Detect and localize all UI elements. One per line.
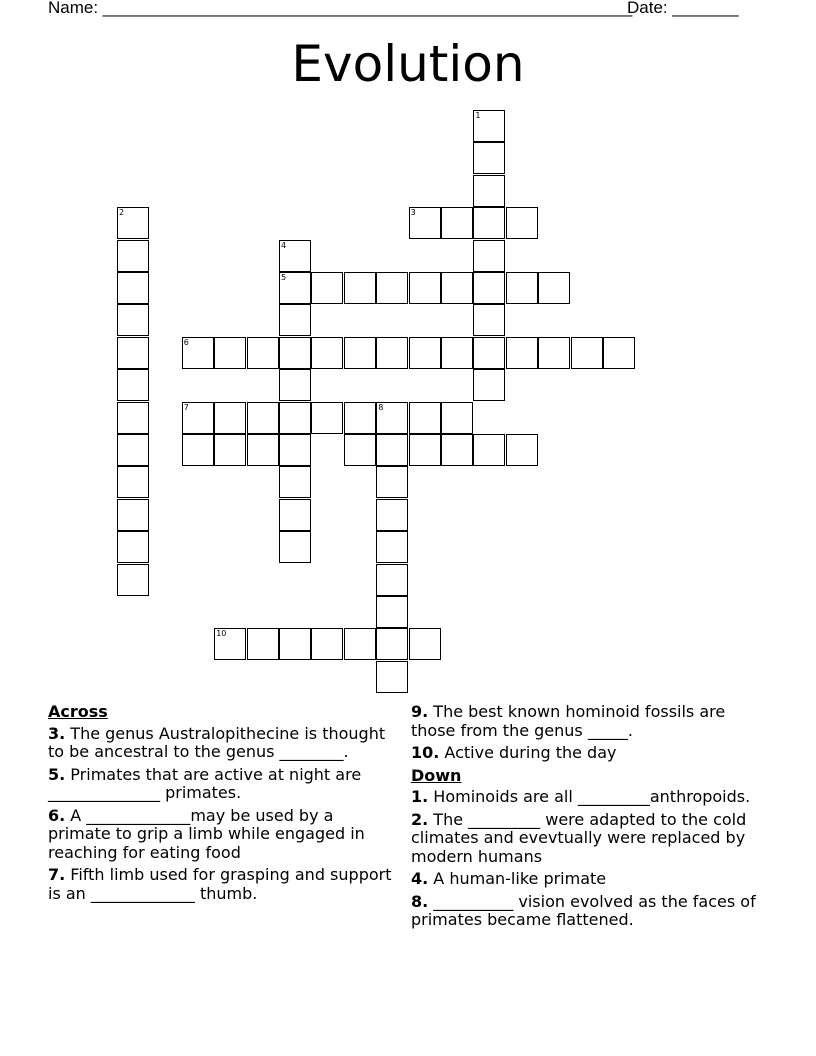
- grid-cell[interactable]: [247, 628, 279, 660]
- grid-cell[interactable]: [344, 628, 376, 660]
- grid-cell[interactable]: [182, 337, 214, 369]
- grid-cell[interactable]: [473, 272, 505, 304]
- grid-cell[interactable]: [473, 240, 505, 272]
- grid-cell[interactable]: [247, 434, 279, 466]
- grid-cell[interactable]: [344, 337, 376, 369]
- grid-cell[interactable]: [117, 304, 149, 336]
- clue-number: 1: [475, 111, 481, 120]
- clue-number: 7: [183, 402, 189, 412]
- grid-cell[interactable]: [441, 337, 473, 369]
- grid-cell[interactable]: [117, 531, 149, 563]
- clue-number: 5: [281, 273, 287, 282]
- clues-right-column: [411, 703, 761, 934]
- grid-cell[interactable]: [376, 628, 408, 660]
- grid-cell[interactable]: [409, 434, 441, 466]
- grid-cell[interactable]: [311, 337, 343, 369]
- clue-across-7: 7. Fifth limb used for grasping and support is an _____________ thumb.: [48, 865, 392, 903]
- grid-cell[interactable]: [182, 402, 214, 434]
- grid-cell[interactable]: [279, 304, 311, 336]
- grid-cell[interactable]: [376, 466, 408, 498]
- grid-cell[interactable]: [279, 402, 311, 434]
- name-field-label: Name: ________________________________________________________: [48, 0, 633, 17]
- clue-number: 2: [119, 208, 125, 218]
- grid-cell[interactable]: [344, 402, 376, 434]
- grid-cell[interactable]: [344, 272, 376, 304]
- grid-cell[interactable]: [117, 434, 149, 466]
- grid-cell[interactable]: [279, 499, 311, 531]
- grid-cell[interactable]: [279, 240, 311, 272]
- grid-cell[interactable]: [441, 207, 473, 239]
- clue-across-9: 9. The best known hominoid fossils are those from the genus _____.: [411, 702, 726, 740]
- clue-number: 10: [216, 629, 227, 639]
- grid-cell[interactable]: [182, 434, 214, 466]
- grid-cell[interactable]: [376, 564, 408, 596]
- clue-number: 8: [378, 402, 384, 412]
- grid-cell[interactable]: [603, 337, 635, 369]
- grid-cell[interactable]: [376, 402, 408, 434]
- grid-cell[interactable]: [279, 434, 311, 466]
- grid-cell[interactable]: [279, 628, 311, 660]
- grid-cell[interactable]: [473, 175, 505, 207]
- grid-cell[interactable]: [473, 337, 505, 369]
- grid-cell[interactable]: [506, 434, 538, 466]
- grid-cell[interactable]: [571, 337, 603, 369]
- grid-cell[interactable]: [117, 369, 149, 401]
- grid-cell[interactable]: [214, 628, 246, 660]
- grid-cell[interactable]: [279, 272, 311, 304]
- grid-cell[interactable]: [117, 337, 149, 369]
- grid-cell[interactable]: [311, 628, 343, 660]
- grid-cell[interactable]: [279, 466, 311, 498]
- grid-cell[interactable]: [506, 207, 538, 239]
- clue-across-5: 5. Primates that are active at night are ______________ primates.: [48, 764, 362, 802]
- grid-cell[interactable]: [311, 272, 343, 304]
- grid-cell[interactable]: [473, 369, 505, 401]
- grid-cell[interactable]: [117, 272, 149, 304]
- clues-left-column: [48, 703, 398, 907]
- clue-number: 4: [281, 240, 287, 250]
- grid-cell[interactable]: [117, 207, 149, 239]
- grid-cell[interactable]: [409, 628, 441, 660]
- grid-cell[interactable]: [376, 499, 408, 531]
- grid-cell[interactable]: [376, 434, 408, 466]
- grid-cell[interactable]: [376, 337, 408, 369]
- grid-cell[interactable]: [247, 402, 279, 434]
- grid-cell[interactable]: [473, 142, 505, 174]
- grid-cell[interactable]: [376, 596, 408, 628]
- grid-cell[interactable]: [117, 466, 149, 498]
- clue-down-1: 1. Hominoids are all _________anthropoids.: [411, 787, 751, 806]
- grid-cell[interactable]: [409, 207, 441, 239]
- clue-across-6: 6. A _____________may be used by a primate to grip a limb while engaged in reaching for eating food: [48, 805, 365, 862]
- grid-cell[interactable]: [441, 272, 473, 304]
- grid-cell[interactable]: [311, 402, 343, 434]
- across-heading: Across: [48, 702, 108, 721]
- grid-cell[interactable]: [247, 337, 279, 369]
- grid-cell[interactable]: [376, 531, 408, 563]
- grid-cell[interactable]: [279, 369, 311, 401]
- clue-number: 6: [183, 337, 189, 347]
- date-field-label: Date: _______: [627, 0, 739, 17]
- clue-down-2: 2. The _________ were adapted to the cold climates and evevtually were replaced by modern humans: [411, 809, 747, 866]
- grid-cell[interactable]: [214, 337, 246, 369]
- grid-cell[interactable]: [473, 207, 505, 239]
- grid-cell[interactable]: [344, 434, 376, 466]
- grid-cell[interactable]: [409, 402, 441, 434]
- grid-cell[interactable]: [506, 337, 538, 369]
- grid-cell[interactable]: [214, 402, 246, 434]
- down-heading: Down: [411, 765, 462, 785]
- grid-cell[interactable]: [376, 272, 408, 304]
- clue-across-3: 3. The genus Australopithecine is thought to be ancestral to the genus ________.: [48, 723, 386, 761]
- grid-cell[interactable]: [117, 240, 149, 272]
- grid-cell[interactable]: [409, 272, 441, 304]
- grid-cell[interactable]: [506, 272, 538, 304]
- grid-cell[interactable]: [473, 110, 505, 142]
- grid-cell[interactable]: [117, 564, 149, 596]
- clue-across-10: 10. Active during the day: [411, 743, 617, 762]
- grid-cell[interactable]: [538, 272, 570, 304]
- page-title: Evolution: [291, 35, 525, 93]
- clue-down-8: 8. __________ vision evolved as the faces of primates became flattened.: [411, 891, 756, 929]
- grid-cell[interactable]: [473, 434, 505, 466]
- grid-cell[interactable]: [409, 337, 441, 369]
- grid-cell[interactable]: [473, 304, 505, 336]
- grid-cell[interactable]: [279, 337, 311, 369]
- grid-cell[interactable]: [376, 661, 408, 693]
- grid-cell[interactable]: [441, 402, 473, 434]
- clue-number: 3: [410, 208, 416, 218]
- clue-down-4: 4. A human-like primate: [411, 869, 607, 888]
- grid-cell[interactable]: [538, 337, 570, 369]
- grid-cell[interactable]: [441, 434, 473, 466]
- grid-cell[interactable]: [214, 434, 246, 466]
- grid-cell[interactable]: [117, 402, 149, 434]
- grid-cell[interactable]: [117, 499, 149, 531]
- grid-cell[interactable]: [279, 531, 311, 563]
